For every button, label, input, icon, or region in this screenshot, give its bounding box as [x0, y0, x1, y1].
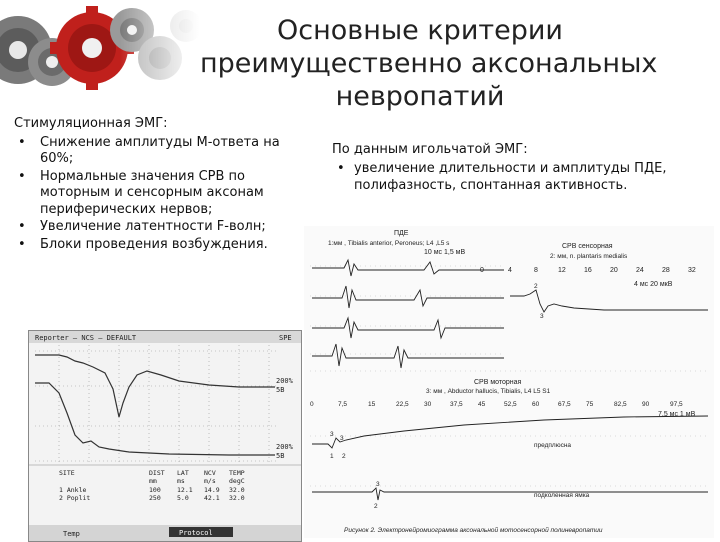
pde-scale: 10 мс 1,5 мВ — [424, 249, 466, 256]
srv-sensory-ticks — [480, 267, 696, 274]
pde-traces — [312, 260, 504, 368]
stimulation-emg-list — [14, 135, 304, 254]
table-row — [59, 494, 245, 502]
tick-label: 30 — [424, 401, 432, 408]
tick-label: 7,5 — [338, 401, 348, 408]
tick-label: 90 — [642, 401, 650, 408]
row-label: предплюсна — [534, 442, 572, 449]
needle-emg-list — [332, 160, 702, 195]
table-cell: 12.1 — [177, 486, 193, 494]
list-item: • Увеличение латентности F-волн; — [40, 219, 304, 236]
figure-caption: Рисунок 2. Электронейромиограмма аксональной мотосенсорной полиневропатии — [344, 527, 603, 534]
table-cell: 32.0 — [229, 494, 245, 502]
srv-motor-title: СРВ моторная — [474, 379, 522, 386]
stimulation-emg-criteria — [14, 116, 304, 254]
srv-motor-trace-2 — [312, 488, 708, 500]
tick-label: 16 — [584, 267, 592, 274]
tick-label: 28 — [662, 267, 670, 274]
table-cell: 250 — [149, 494, 161, 502]
ncs-emg-screen — [28, 330, 302, 542]
pde-sub: 1:мм , Tibialis anterior, Peroneus; L4 ,L5 s — [328, 240, 450, 247]
marker-label: 3 — [330, 431, 334, 438]
tick-label: 82,5 — [614, 401, 627, 408]
table-header: LAT — [177, 469, 189, 477]
scale-label: 200% — [276, 377, 293, 385]
table-cell: 1 Ankle — [59, 486, 87, 494]
tick-label: 8 — [534, 267, 538, 274]
tick-label: 0 — [310, 401, 314, 408]
marker-label: 1 — [330, 453, 334, 460]
tick-label: 20 — [610, 267, 618, 274]
table-header: SITE — [59, 469, 75, 477]
table-cell: 2 Poplit — [59, 494, 91, 502]
tick-label: 22,5 — [396, 401, 409, 408]
table-header: TEMP — [229, 469, 245, 477]
gears-decoration — [0, 0, 200, 100]
tick-label: 0 — [480, 267, 484, 274]
list-item: • увеличение длительности и амплитуды ПДЕ, полифазность, спонтанная активность. — [354, 160, 702, 195]
list-item: • Снижение амплитуды М-ответа на 60%; — [40, 135, 304, 168]
tick-label: 15 — [368, 401, 376, 408]
needle-emg-criteria — [332, 141, 702, 195]
footer-protocol: Protocol — [179, 529, 213, 537]
ncs-header-right: SPE — [279, 334, 292, 342]
srv-motor-ticks — [310, 401, 683, 408]
scale-label: 200% — [276, 443, 293, 451]
marker-label: 3 — [340, 435, 344, 442]
list-item: • Нормальные значения СРВ по моторным и сенсорным аксонам периферических нервов; — [40, 169, 304, 219]
table-unit: m/s — [204, 477, 216, 485]
table-cell: 42.1 — [204, 494, 220, 502]
marker-label: 3 — [540, 313, 544, 320]
tick-label: 12 — [558, 267, 566, 274]
footer-temp: Temp — [63, 530, 80, 538]
marker-label: 2 — [374, 503, 378, 510]
table-cell: 5.0 — [177, 494, 189, 502]
title-line: невропатий — [335, 81, 505, 112]
title-line: Основные критерии — [277, 15, 563, 46]
table-header: NCV — [204, 469, 216, 477]
srv-motor-sub: 3: мм , Abductor hallucis, Tibialis, L4 L5 S1 — [426, 388, 551, 395]
table-cell: 32.0 — [229, 486, 245, 494]
table-cell: 14.9 — [204, 486, 220, 494]
tick-label: 67,5 — [558, 401, 571, 408]
marker-label: 2 — [534, 283, 538, 290]
pde-label: ПДЕ — [394, 230, 409, 237]
stimulation-emg-heading: Стимуляционная ЭМГ: — [14, 116, 168, 131]
tick-label: 4 — [508, 267, 512, 274]
row-label: подколенная ямка — [534, 492, 590, 499]
table-header: DIST — [149, 469, 165, 477]
tick-label: 75 — [586, 401, 594, 408]
marker-label: 3 — [376, 481, 380, 488]
list-item: • Блоки проведения возбуждения. — [40, 237, 304, 254]
tick-label: 97,5 — [670, 401, 683, 408]
ncs-header-left: Reporter — NCS — DEFAULT — [35, 334, 137, 342]
tick-label: 60 — [532, 401, 540, 408]
tick-label: 52,5 — [504, 401, 517, 408]
table-unit: ms — [177, 477, 185, 485]
tick-label: 37,5 — [450, 401, 463, 408]
srv-sensory-scale: 4 мс 20 мкВ — [634, 281, 673, 288]
emg-figure — [304, 226, 714, 538]
scale-label: 5B — [276, 386, 285, 394]
srv-motor-scale: 7,5 мс 1 мВ — [658, 411, 696, 418]
title-line: преимущественно аксональных — [200, 48, 658, 79]
table-cell: 100 — [149, 486, 161, 494]
tick-label: 24 — [636, 267, 644, 274]
srv-sensory-sub: 2: мм, n. plantaris medialis — [550, 253, 628, 260]
scale-label: 5B — [276, 452, 285, 460]
tick-label: 32 — [688, 267, 696, 274]
needle-emg-heading: По данным игольчатой ЭМГ: — [332, 142, 528, 157]
srv-sensory-title: СРВ сенсорная — [562, 243, 613, 250]
marker-label: 2 — [342, 453, 346, 460]
slide-title — [200, 14, 658, 113]
tick-label: 45 — [478, 401, 486, 408]
table-unit: degC — [229, 477, 245, 485]
srv-motor-trace-1 — [312, 416, 708, 448]
srv-sensory-trace — [510, 290, 708, 312]
table-unit: mm — [149, 477, 157, 485]
